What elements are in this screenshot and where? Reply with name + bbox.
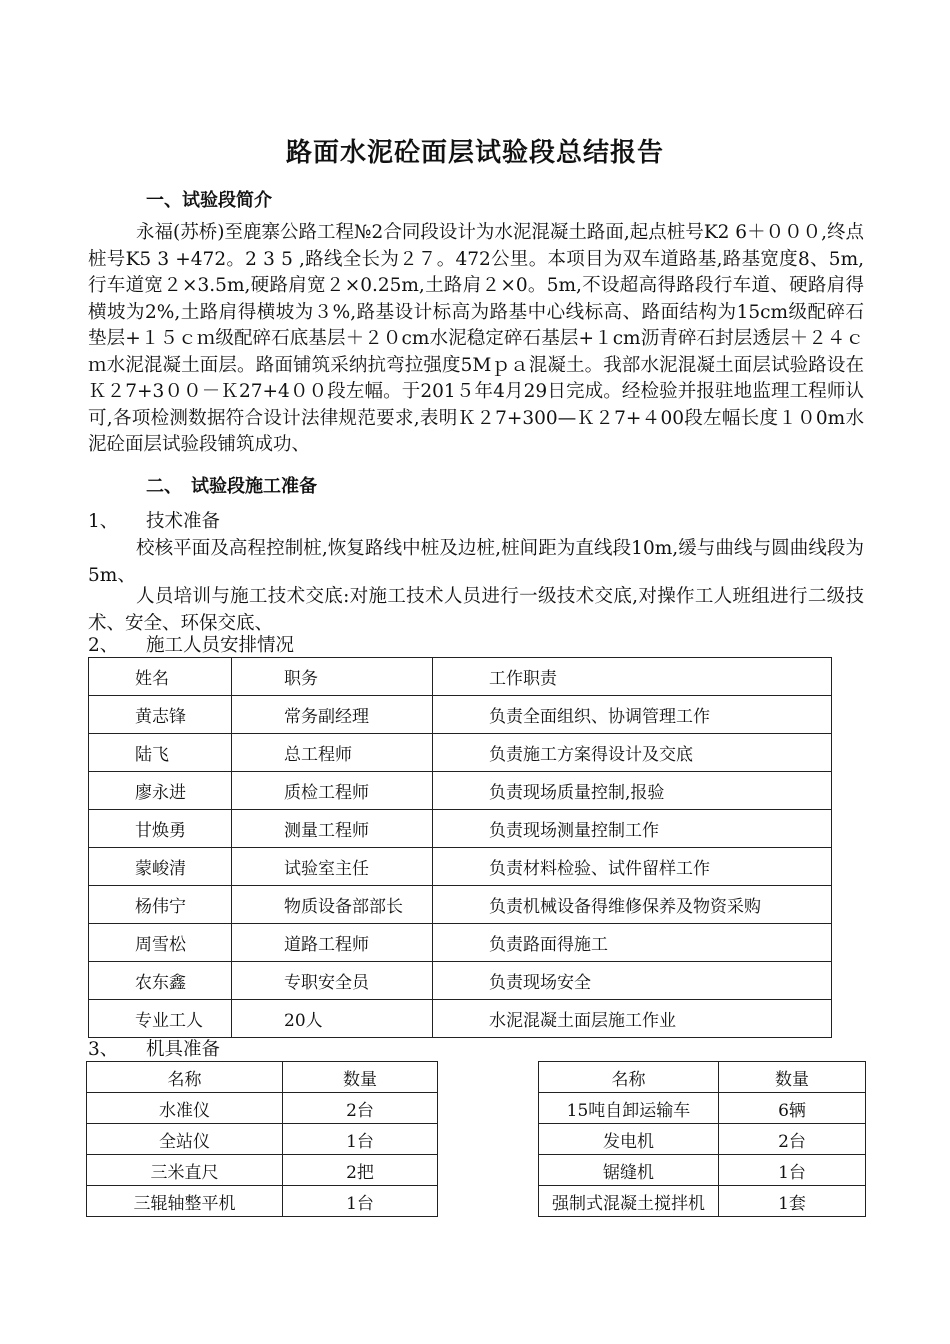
- table-row: [87, 1093, 438, 1124]
- header-equipment-name: 名称: [87, 1062, 283, 1093]
- staff-name: 黄志锋: [89, 696, 232, 734]
- table-row: [89, 810, 832, 848]
- header-equipment-name: 名称: [539, 1062, 719, 1093]
- equipment-name: 15吨自卸运输车: [539, 1093, 719, 1124]
- section1-heading: 一、试验段简介: [146, 190, 272, 211]
- staff-duty: 水泥混凝土面层施工作业: [433, 1000, 832, 1038]
- equipment-name: 发电机: [539, 1124, 719, 1155]
- item3-heading: [88, 1038, 220, 1062]
- staff-position: 总工程师: [232, 734, 433, 772]
- equipment-table-left: [86, 1061, 438, 1217]
- staff-name: 蒙峻清: [89, 848, 232, 886]
- staff-duty: 负责现场测量控制工作: [433, 810, 832, 848]
- header-duty: 工作职责: [433, 658, 832, 696]
- staff-duty: 负责现场安全: [433, 962, 832, 1000]
- table-row: [87, 1155, 438, 1186]
- header-position: 职务: [232, 658, 433, 696]
- equipment-name: 全站仪: [87, 1124, 283, 1155]
- equipment-quantity: 2台: [283, 1093, 438, 1124]
- item1-paragraph-2: 人员培训与施工技术交底:对施工技术人员进行一级技术交底,对操作工人班组进行二级技术、安全、环保交底、: [88, 586, 864, 634]
- item3-number: 3、: [88, 1039, 119, 1060]
- item2-label: 施工人员安排情况: [146, 635, 295, 656]
- staff-duty: 负责路面得施工: [433, 924, 832, 962]
- staff-position: 物质设备部部长: [232, 886, 433, 924]
- item1-paragraph-1: 校核平面及高程控制桩,恢复路线中桩及边桩,桩间距为直线段10m,缓与曲线与圆曲线段为5m、: [88, 538, 864, 586]
- section1-paragraph: 永福(苏桥)至鹿寨公路工程№2合同段设计为水泥混凝土路面,起点桩号K2 6＋０００,终点桩号K5 3 +472。2 3 5 ,路线全长为２７。472公里。本项目为双车道路基,路基宽度8、5m,行车道宽２×3.5m,硬路肩宽２×0.25m,土路肩２×0。5m,不设超高得路段行车道、硬路肩得横坡为2%,土路肩得横坡为３%,路基设计标高为路基中心线标高、路面结构为15cm级配碎石垫层+１５ｃｍ级配碎石底基层＋２０cm水泥稳定碎石基层+１cm沥青碎石封层透层＋２４ｃｍ水泥混凝土面层。路面铺筑采纳抗弯拉强度5Mｐａ混凝土。我部水泥混凝土面层试验路设在Ｋ２7+3００－Ｋ27+4００段左幅。于201５年4月29日完成。经检验并报驻地监理工程师认可,各项检测数据符合设计法律规范要求,表明Ｋ２7+300—Ｋ２7+４00段左幅长度１０0m水泥砼面层试验段铺筑成功、: [88, 222, 864, 455]
- staff-duty: 负责施工方案得设计及交底: [433, 734, 832, 772]
- equipment-quantity: 1台: [283, 1124, 438, 1155]
- table-row: [539, 1155, 866, 1186]
- item2-heading: [88, 634, 294, 658]
- equipment-name: 锯缝机: [539, 1155, 719, 1186]
- staff-table: [88, 657, 832, 1038]
- staff-name: 甘焕勇: [89, 810, 232, 848]
- item2-number: 2、: [88, 635, 119, 656]
- equipment-quantity: 6辆: [719, 1093, 866, 1124]
- staff-duty: 负责全面组织、协调管理工作: [433, 696, 832, 734]
- staff-name: 农东鑫: [89, 962, 232, 1000]
- table-row: [89, 734, 832, 772]
- section2-heading: 二、 试验段施工准备: [146, 476, 317, 497]
- equipment-name: 强制式混凝土搅拌机: [539, 1186, 719, 1217]
- staff-name: 陆飞: [89, 734, 232, 772]
- staff-duty: 负责现场质量控制,报验: [433, 772, 832, 810]
- equipment-quantity: 1台: [283, 1186, 438, 1217]
- table-row: [89, 886, 832, 924]
- header-quantity: 数量: [283, 1062, 438, 1093]
- staff-duty: 负责机械设备得维修保养及物资采购: [433, 886, 832, 924]
- staff-position: 试验室主任: [232, 848, 433, 886]
- table-row: [87, 1124, 438, 1155]
- staff-position: 质检工程师: [232, 772, 433, 810]
- staff-name: 周雪松: [89, 924, 232, 962]
- item1-number: 1、: [88, 511, 119, 532]
- staff-name: 廖永进: [89, 772, 232, 810]
- table-row: [539, 1124, 866, 1155]
- header-name: 姓名: [89, 658, 232, 696]
- staff-position: 20人: [232, 1000, 433, 1038]
- table-row: [89, 772, 832, 810]
- equipment-quantity: 2台: [719, 1124, 866, 1155]
- equipment-name: 三米直尺: [87, 1155, 283, 1186]
- equipment-quantity: 1台: [719, 1155, 866, 1186]
- staff-position: 道路工程师: [232, 924, 433, 962]
- table-row: [89, 1000, 832, 1038]
- staff-duty: 负责材料检验、试件留样工作: [433, 848, 832, 886]
- table-row: [89, 924, 832, 962]
- table-row: [87, 1186, 438, 1217]
- item1-heading: [88, 510, 220, 534]
- header-quantity: 数量: [719, 1062, 866, 1093]
- table-row: [539, 1093, 866, 1124]
- table-header-row: [89, 658, 832, 696]
- equipment-name: 三辊轴整平机: [87, 1186, 283, 1217]
- table-header-row: [539, 1062, 866, 1093]
- equipment-name: 水准仪: [87, 1093, 283, 1124]
- page-title: 路面水泥砼面层试验段总结报告: [285, 138, 664, 168]
- item3-label: 机具准备: [146, 1039, 221, 1060]
- equipment-table-right: [538, 1061, 866, 1217]
- table-row: [89, 962, 832, 1000]
- table-row: [539, 1186, 866, 1217]
- table-header-row: [87, 1062, 438, 1093]
- equipment-quantity: 2把: [283, 1155, 438, 1186]
- table-row: [89, 696, 832, 734]
- equipment-quantity: 1套: [719, 1186, 866, 1217]
- table-row: [89, 848, 832, 886]
- item1-label: 技术准备: [146, 511, 221, 532]
- staff-position: 常务副经理: [232, 696, 433, 734]
- staff-name: 杨伟宁: [89, 886, 232, 924]
- staff-position: 专职安全员: [232, 962, 433, 1000]
- staff-name: 专业工人: [89, 1000, 232, 1038]
- staff-position: 测量工程师: [232, 810, 433, 848]
